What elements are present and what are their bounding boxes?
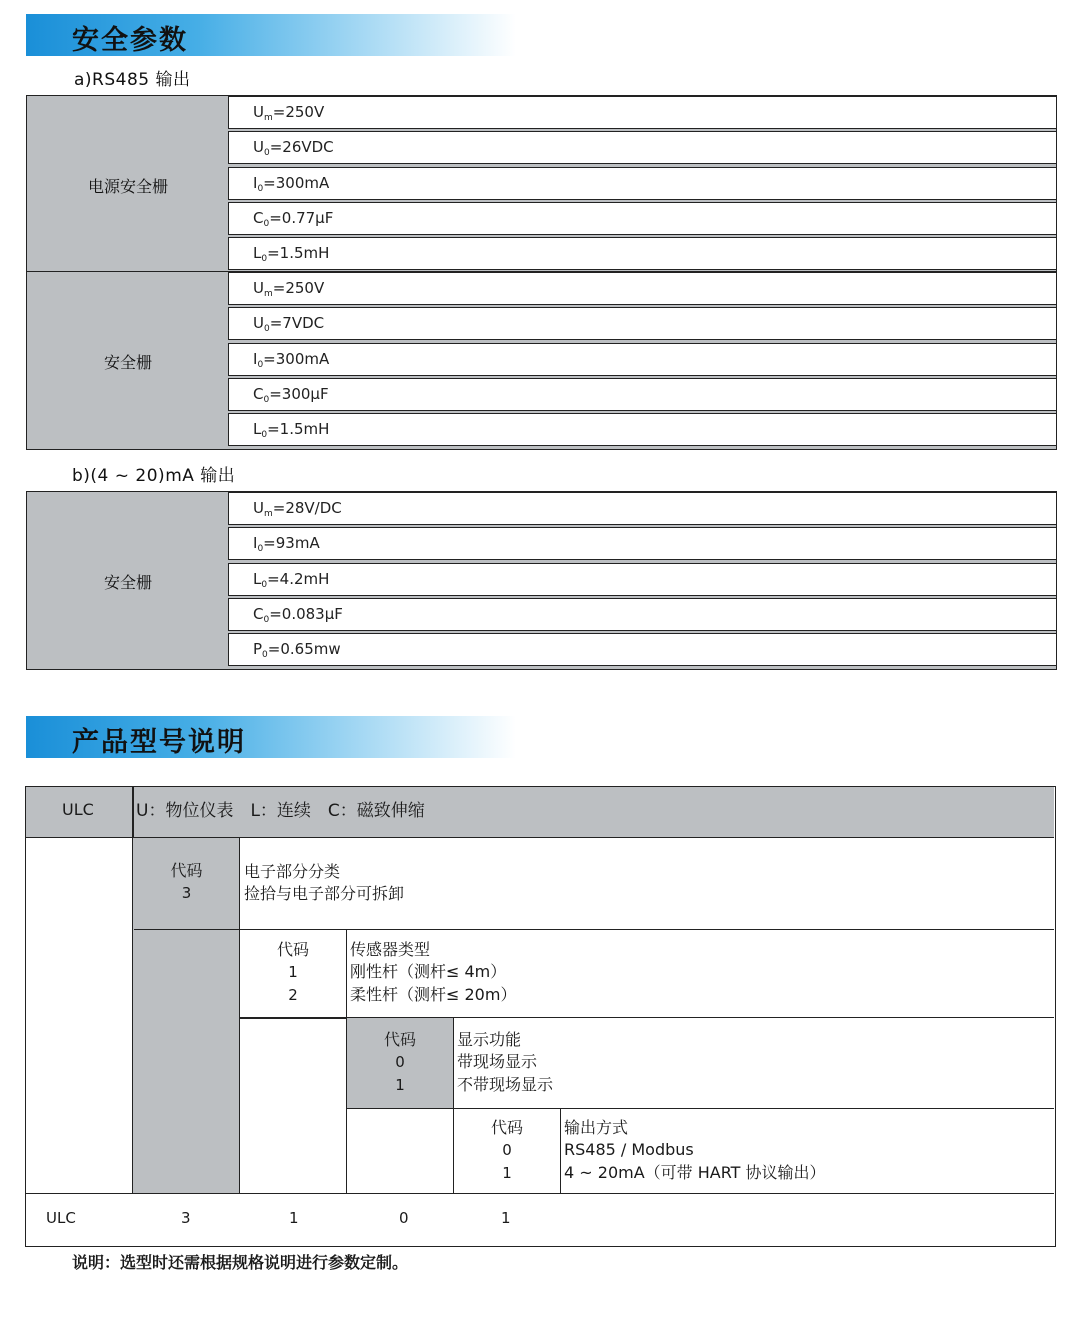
safety-param-cell (228, 598, 1057, 631)
safety-param-cell (228, 492, 1057, 525)
param-symbol: U (253, 499, 264, 517)
level3-option: 带现场显示 (457, 1052, 538, 1071)
param-subscript: 0 (262, 650, 268, 660)
example-code-level1: 3 (181, 1209, 191, 1227)
param-symbol: C (253, 385, 264, 403)
param-value: =4.2mH (267, 570, 330, 588)
safety-param-cell (228, 307, 1057, 340)
safety-param-cell (228, 167, 1057, 200)
param-symbol: U (253, 138, 264, 156)
param-subscript: 0 (261, 430, 268, 440)
level1-title: 电子部分分类 (244, 862, 341, 881)
section-banner-safety (26, 14, 516, 56)
safety-param-cell (228, 131, 1057, 164)
level4-option: 4 ~ 20mA（可带 HART 协议输出） (564, 1163, 826, 1182)
level2-code-label: 代码 (276, 940, 309, 959)
level3-code: 1 (395, 1076, 405, 1094)
level4-code-label: 代码 (490, 1118, 523, 1137)
param-subscript: 0 (263, 324, 270, 334)
level3-option: 不带现场显示 (457, 1075, 554, 1094)
example-code-level3: 0 (399, 1209, 409, 1227)
level2-option: 刚性杆（测杆≤ 4m） (350, 962, 507, 981)
param-subscript: 0 (257, 544, 264, 554)
section-title: 产品型号说明 (72, 727, 246, 758)
param-subscript: 0 (263, 395, 270, 405)
param-subscript: 0 (257, 360, 264, 370)
param-value: =300mA (263, 350, 330, 368)
param-value: =0.77μF (269, 209, 334, 227)
param-value: =1.5mH (267, 244, 330, 262)
safety-param-cell (228, 272, 1057, 305)
level1-option: 捡拾与电子部分可拆卸 (244, 884, 405, 903)
level2-code-box-border (239, 1017, 347, 1019)
param-value: =250V (272, 103, 325, 121)
param-value: =0.65mw (267, 640, 341, 658)
level4-title: 输出方式 (564, 1118, 629, 1137)
level3-code-column-lower (346, 1109, 454, 1193)
param-value: =300μF (269, 385, 329, 403)
level4-code: 1 (502, 1164, 512, 1182)
param-subscript: 0 (263, 615, 270, 625)
param-symbol: U (253, 279, 264, 297)
header-code: ULC (62, 800, 94, 819)
param-symbol: L (253, 420, 262, 438)
param-subscript: 0 (261, 580, 268, 590)
param-value: =1.5mH (267, 420, 330, 438)
level2-code: 2 (288, 986, 298, 1004)
safety-group (26, 491, 1057, 670)
param-subscript: 0 (263, 148, 270, 158)
safety-param-cell (228, 343, 1057, 376)
section-banner-model (26, 716, 516, 758)
param-value: =26VDC (269, 138, 334, 156)
level3-code: 0 (395, 1053, 405, 1071)
safety-param-cell (228, 563, 1057, 596)
header-divider (132, 787, 134, 838)
safety-group-label: 安全栅 (103, 352, 152, 372)
level1-code: 3 (181, 884, 192, 902)
level3-code-label: 代码 (383, 1030, 416, 1049)
safety-param-cell (228, 237, 1057, 270)
safety-group (26, 95, 1057, 274)
param-subscript: 0 (261, 254, 268, 264)
level2-code: 1 (288, 963, 298, 981)
subheading-ma: b)(4 ~ 20)mA 输出 (72, 466, 236, 486)
param-value: =300mA (263, 174, 330, 192)
param-symbol: I (253, 174, 258, 192)
param-symbol: U (253, 314, 264, 332)
param-subscript: 0 (257, 184, 264, 194)
param-symbol: C (253, 605, 264, 623)
param-subscript: m (263, 289, 273, 299)
param-symbol: L (253, 244, 262, 262)
safety-param-cell (228, 96, 1057, 129)
safety-group (26, 271, 1057, 450)
subheading-rs485: a)RS485 输出 (74, 70, 191, 90)
level4-code: 0 (502, 1141, 512, 1159)
level2-title: 传感器类型 (350, 940, 431, 959)
param-value: =28V/DC (272, 499, 342, 517)
example-code-level2: 1 (289, 1209, 299, 1227)
param-symbol: I (253, 350, 258, 368)
level1-code-label: 代码 (170, 861, 203, 880)
param-value: =0.083μF (269, 605, 343, 623)
param-value: =250V (272, 279, 325, 297)
level3-title: 显示功能 (457, 1030, 522, 1049)
level4-option: RS485 / Modbus (564, 1140, 694, 1159)
param-symbol: I (253, 534, 258, 552)
safety-param-cell (228, 413, 1057, 446)
example-code-base: ULC (46, 1209, 76, 1227)
param-subscript: m (263, 509, 273, 519)
param-subscript: 0 (263, 219, 270, 229)
param-subscript: m (263, 113, 273, 123)
model-table (25, 786, 1056, 1247)
param-value: =93mA (263, 534, 320, 552)
level2-option: 柔性杆（测杆≤ 20m） (350, 985, 517, 1004)
section-title: 安全参数 (72, 25, 188, 56)
param-symbol: P (253, 640, 263, 658)
safety-param-cell (228, 202, 1057, 235)
param-symbol: U (253, 103, 264, 121)
header-description: U：物位仪表 L：连续 C：磁致伸缩 (136, 801, 425, 821)
param-value: =7VDC (269, 314, 325, 332)
safety-group-label: 电源安全栅 (87, 176, 168, 196)
safety-param-cell (228, 527, 1057, 560)
example-code-level4: 1 (501, 1209, 511, 1227)
footnote: 说明：选型时还需根据规格说明进行参数定制。 (72, 1253, 409, 1272)
param-symbol: C (253, 209, 264, 227)
safety-param-cell (228, 378, 1057, 411)
safety-param-cell (228, 633, 1057, 666)
safety-group-label: 安全栅 (103, 572, 152, 592)
param-symbol: L (253, 570, 262, 588)
